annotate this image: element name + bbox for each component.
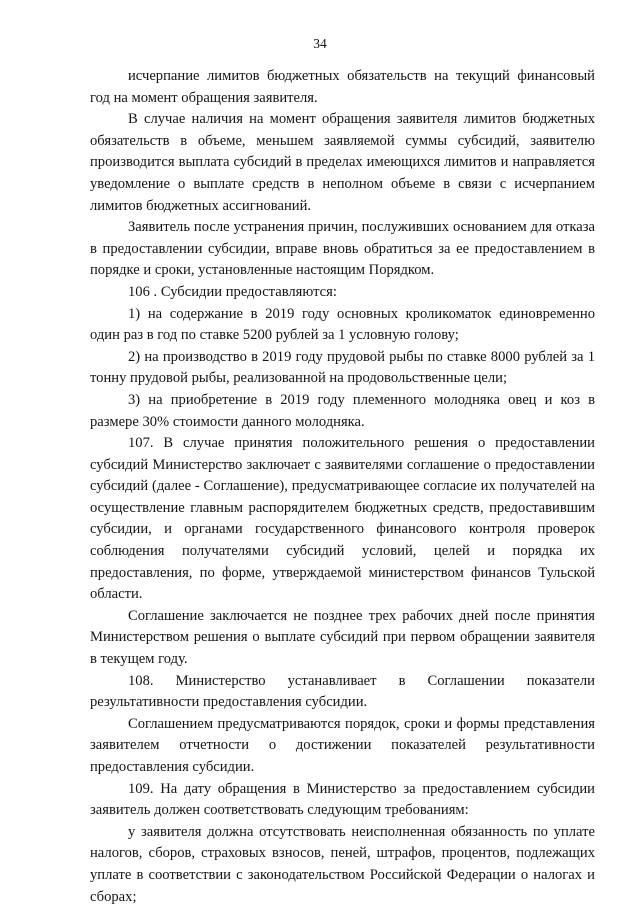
- paragraph: у заявителя должна отсутствовать неисполненная обязанность по уплате налогов, сборов, страховых взносов, пеней, штрафов, процентов, подлежащих уплате в соответствии с законодательством Российской Федерации о налогах и сборах;: [90, 823, 595, 905]
- paragraph: 109. На дату обращения в Министерство за предоставлением субсидии заявитель должен соответствовать следующим требованиям:: [90, 780, 595, 819]
- paragraph: исчерпание лимитов бюджетных обязательств на текущий финансовый год на момент обращения заявителя.: [90, 68, 595, 106]
- paragraph: 108. Министерство устанавливает в Соглашении показатели результативности предоставления субсидии.: [90, 672, 595, 711]
- paragraph: В случае наличия на момент обращения заявителя лимитов бюджетных обязательств в объеме, меньшем заявляемой суммы субсидий, заявителю производится выплата субсидий в пределах имеющихся лимитов и направляется уведомление о выплате средств в неполном объеме в связи с исчерпанием лимитов бюджетных ассигнований.: [90, 111, 595, 214]
- list-item: 1) на содержание в 2019 году основных кроликоматок единовременно один раз в год по ставке 5200 рублей за 1 условную голову;: [90, 305, 595, 344]
- page-number: 34: [313, 36, 327, 51]
- document-body: [90, 66, 595, 908]
- paragraph: Соглашением предусматриваются порядок, сроки и формы представления заявителем отчетности о достижении показателей результативности предоставления субсидии.: [90, 715, 595, 775]
- paragraph: 106 . Субсидии предоставляются:: [128, 283, 337, 300]
- list-item: 3) на приобретение в 2019 году племенного молодняка овец и коз в размере 30% стоимости данного молодняка.: [90, 391, 595, 430]
- paragraph: 107. В случае принятия положительного решения о предоставлении субсидий Министерство заключает с заявителями соглашение о предоставлении субсидий (далее - Соглашение), предусматривающее согласие их получателей на осуществление главным распорядителем бюджетных средств, предоставившим субсидии, и органами государственного финансового контроля проверок соблюдения получателями субсидий условий, целей и порядка их предоставления, по форме, утверждаемой министерством финансов Тульской области.: [90, 435, 595, 603]
- list-item: 2) на производство в 2019 году прудовой рыбы по ставке 8000 рублей за 1 тонну прудовой рыбы, реализованной на продовольственные цели;: [90, 348, 595, 387]
- paragraph: Соглашение заключается не позднее трех рабочих дней после принятия Министерством решения о выплате субсидий при первом обращении заявителя в текущем году.: [90, 607, 595, 668]
- paragraph: Заявитель после устранения причин, послуживших основанием для отказа в предоставлении субсидии, вправе вновь обратиться за ее предоставлением в порядке и сроки, установленные настоящим Порядком.: [90, 219, 595, 279]
